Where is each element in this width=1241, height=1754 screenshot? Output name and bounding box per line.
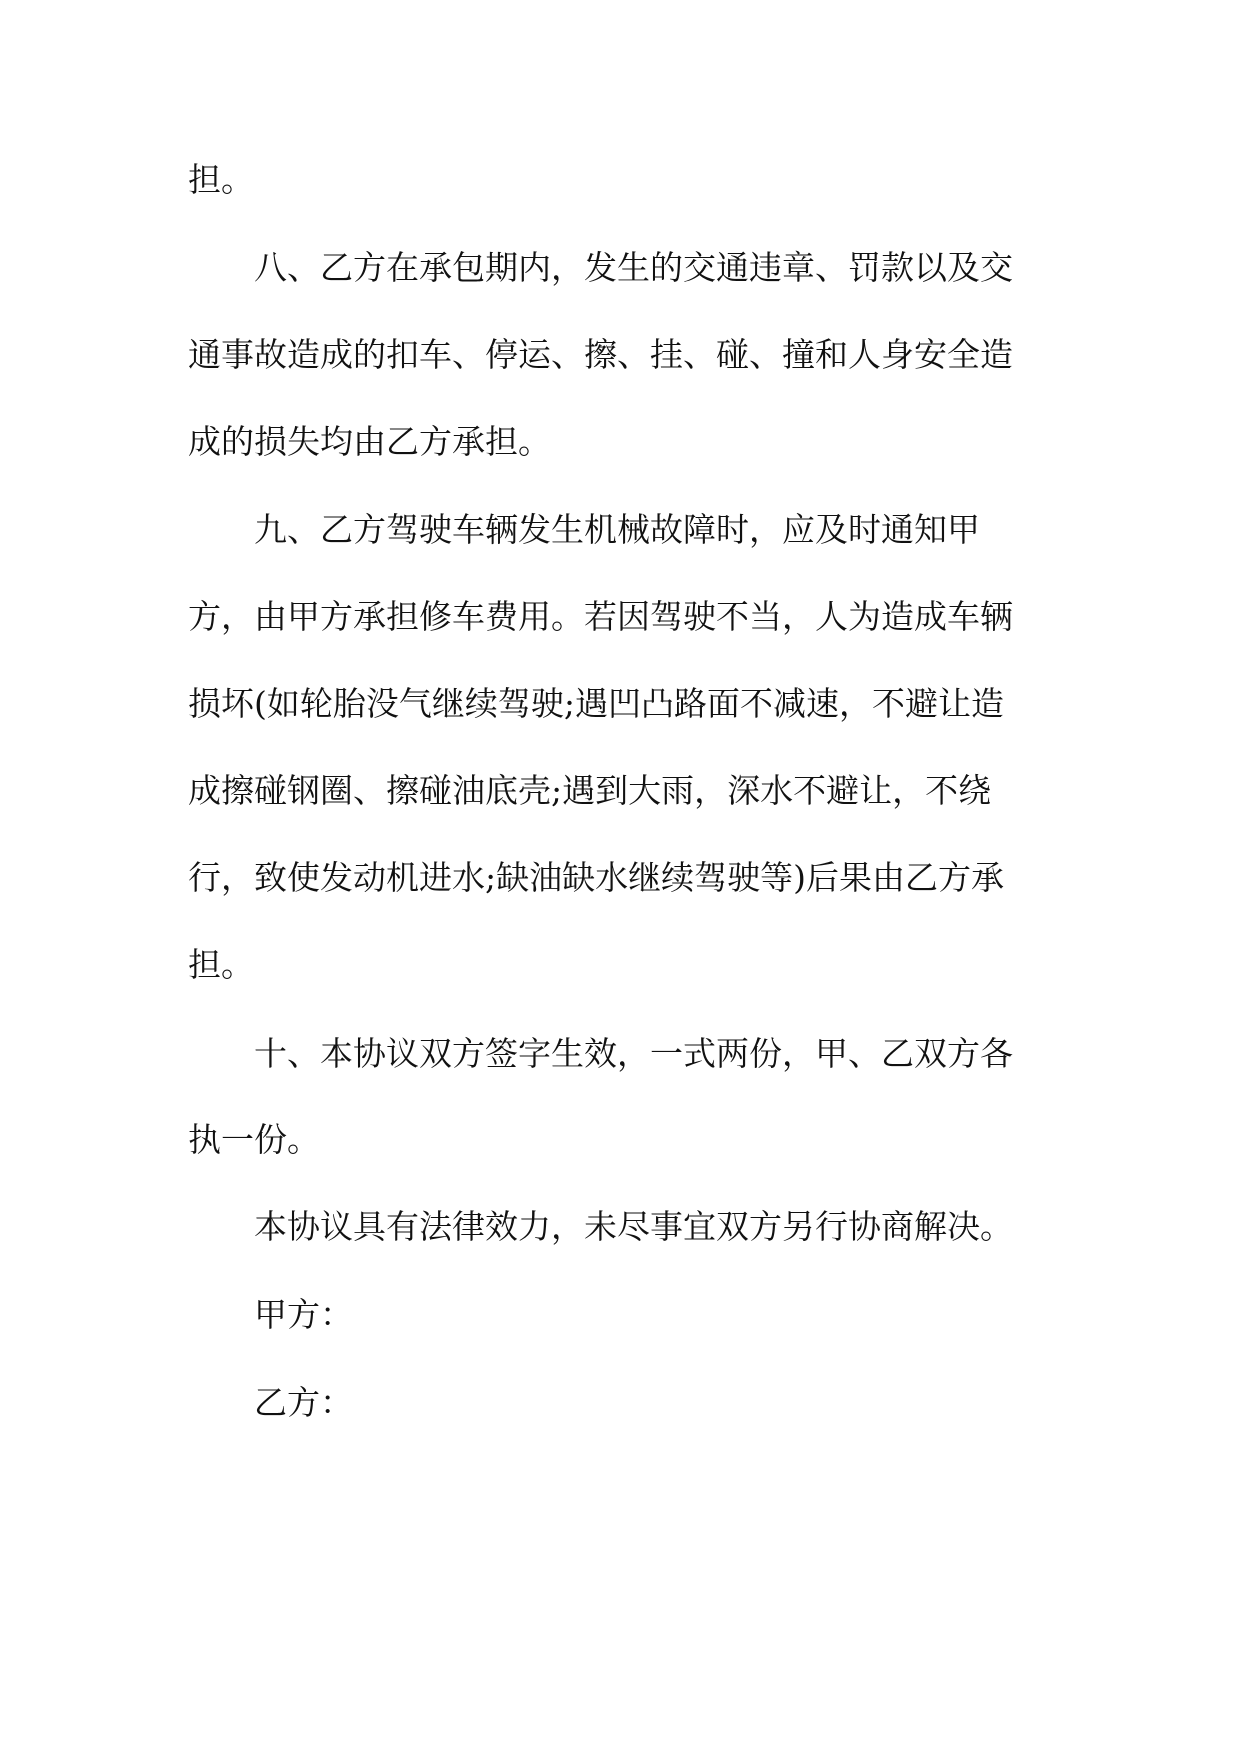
clause-9-line-6: 担。 xyxy=(188,945,254,984)
clause-10-line-1: 十、本协议双方签字生效，一式两份，甲、乙双方各 xyxy=(254,1034,1013,1073)
clause-9-line-1: 九、乙方驾驶车辆发生机械故障时，应及时通知甲 xyxy=(254,510,980,549)
clause-9-line-2: 方，由甲方承担修车费用。若因驾驶不当，人为造成车辆 xyxy=(188,597,1013,636)
text-line-continuation: 担。 xyxy=(188,160,254,199)
party-a-signature-label: 甲方： xyxy=(254,1295,353,1334)
clause-8-line-3: 成的损失均由乙方承担。 xyxy=(188,422,551,461)
party-b-signature-label: 乙方： xyxy=(254,1383,353,1422)
clause-9-line-3: 损坏(如轮胎没气继续驾驶;遇凹凸路面不减速，不避让造 xyxy=(188,684,1004,723)
clause-9-line-4: 成擦碰钢圈、擦碰油底壳;遇到大雨，深水不避让，不绕 xyxy=(188,771,992,810)
clause-10-line-2: 执一份。 xyxy=(188,1120,320,1159)
clause-8-line-1: 八、乙方在承包期内，发生的交通违章、罚款以及交 xyxy=(254,248,1013,287)
legal-effect-statement: 本协议具有法律效力，未尽事宜双方另行协商解决。 xyxy=(254,1207,1013,1246)
clause-9-line-5: 行，致使发动机进水;缺油缺水继续驾驶等)后果由乙方承 xyxy=(188,858,1004,897)
clause-8-line-2: 通事故造成的扣车、停运、擦、挂、碰、撞和人身安全造 xyxy=(188,335,1013,374)
